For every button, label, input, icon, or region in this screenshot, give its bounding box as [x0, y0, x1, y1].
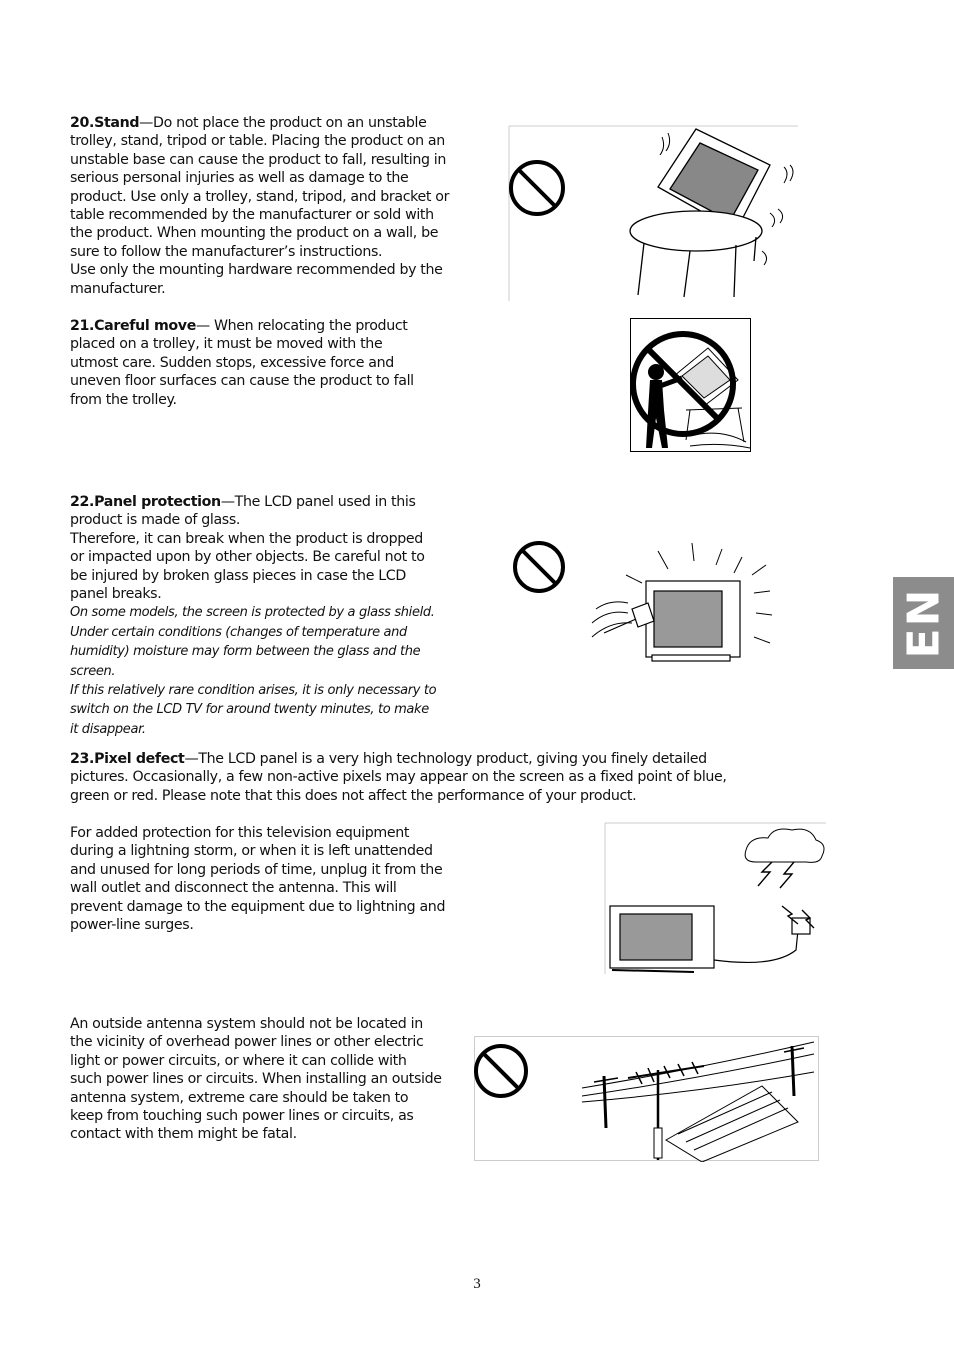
section-panel-protection: [70, 493, 440, 739]
prohibited-icon: [511, 162, 563, 214]
section-panel-protection-body: —The LCD panel used in this product is made of glass.: [70, 494, 416, 529]
section-pixel-defect-title: 23.Pixel defect: [70, 751, 185, 767]
language-tab-label: EN: [898, 587, 949, 659]
figure-careful-move: [630, 318, 752, 453]
section-panel-protection-title: 22.Panel protection: [70, 494, 221, 510]
section-careful-move: [70, 317, 430, 409]
figure-antenna: [474, 1036, 820, 1162]
section-stand-body2: Use only the mounting hardware recommended by the manufacturer.: [70, 262, 443, 297]
tv-icon: [646, 581, 740, 661]
section-panel-protection-body2: Therefore, it can break when the product is dropped or impacted upon by other objects. Be careful not to be injured by broken glass pieces in case the LCD panel breaks.: [70, 530, 425, 603]
section-lightning-body: For added protection for this television equipment during a lightning storm, or when it is left unattended and unused for long periods of time, unplug it from the wall outlet and disconnect the antenna. This will prevent damage to the equipment due to lightning and power-line surges.: [70, 825, 446, 934]
figure-stand: [508, 125, 800, 303]
section-pixel-defect: [70, 750, 760, 805]
section-pixel-defect-body: —The LCD panel is a very high technology product, giving you finely detailed pictures. Occasionally, a few non-active pixels may appear on the screen as a fixed point of blue, green or red. Please note that this does not affect the performance of your product.: [70, 751, 727, 804]
prohibited-icon: [515, 543, 563, 591]
power-cord-icon: [714, 906, 814, 962]
section-panel-protection-italic1: On some models, the screen is protected by a glass shield. Under certain conditions (changes of temperature and humidity) moisture may form between the glass and the screen.: [70, 605, 435, 679]
section-stand-title: 20.Stand: [70, 115, 140, 131]
table-icon: [630, 211, 762, 297]
storm-cloud-icon: [745, 829, 824, 888]
figure-lightning: [604, 822, 828, 976]
tv-icon: [610, 906, 714, 972]
section-careful-move-body: — When relocating the product placed on a trolley, it must be moved with the utmost care. Sudden stops, excessive force and uneven floor surfaces can cause the product to fall from the trolley.: [70, 318, 414, 408]
section-panel-protection-italic2: If this relatively rare condition arises, it is only necessary to switch on the LCD TV for around twenty minutes, to make it disappear.: [70, 683, 437, 737]
section-antenna: [70, 1015, 442, 1144]
figure-panel: [508, 535, 780, 665]
section-stand: [70, 114, 450, 298]
section-careful-move-title: 21.Careful move: [70, 318, 196, 334]
section-stand-body: —Do not place the product on an unstable trolley, stand, tripod or table. Placing the product on an unstable base can cause the product to fall, resulting in serious personal injuries as well as damage to the product. Use only a trolley, stand, tripod, and bracket or table recommended by the manufacturer or sold with the product. When mounting the product on a wall, be sure to follow the manufacturer’s instructions.: [70, 115, 450, 260]
language-tab: [893, 577, 954, 669]
page-number: 3: [473, 1276, 481, 1292]
section-lightning: [70, 824, 452, 934]
section-antenna-body: An outside antenna system should not be located in the vicinity of overhead power lines or other electric light or power circuits, or where it can collide with such power lines or circuits. When installing an outside antenna system, extreme care should be taken to keep from touching such power lines or circuits, as contact with them might be fatal.: [70, 1016, 442, 1143]
